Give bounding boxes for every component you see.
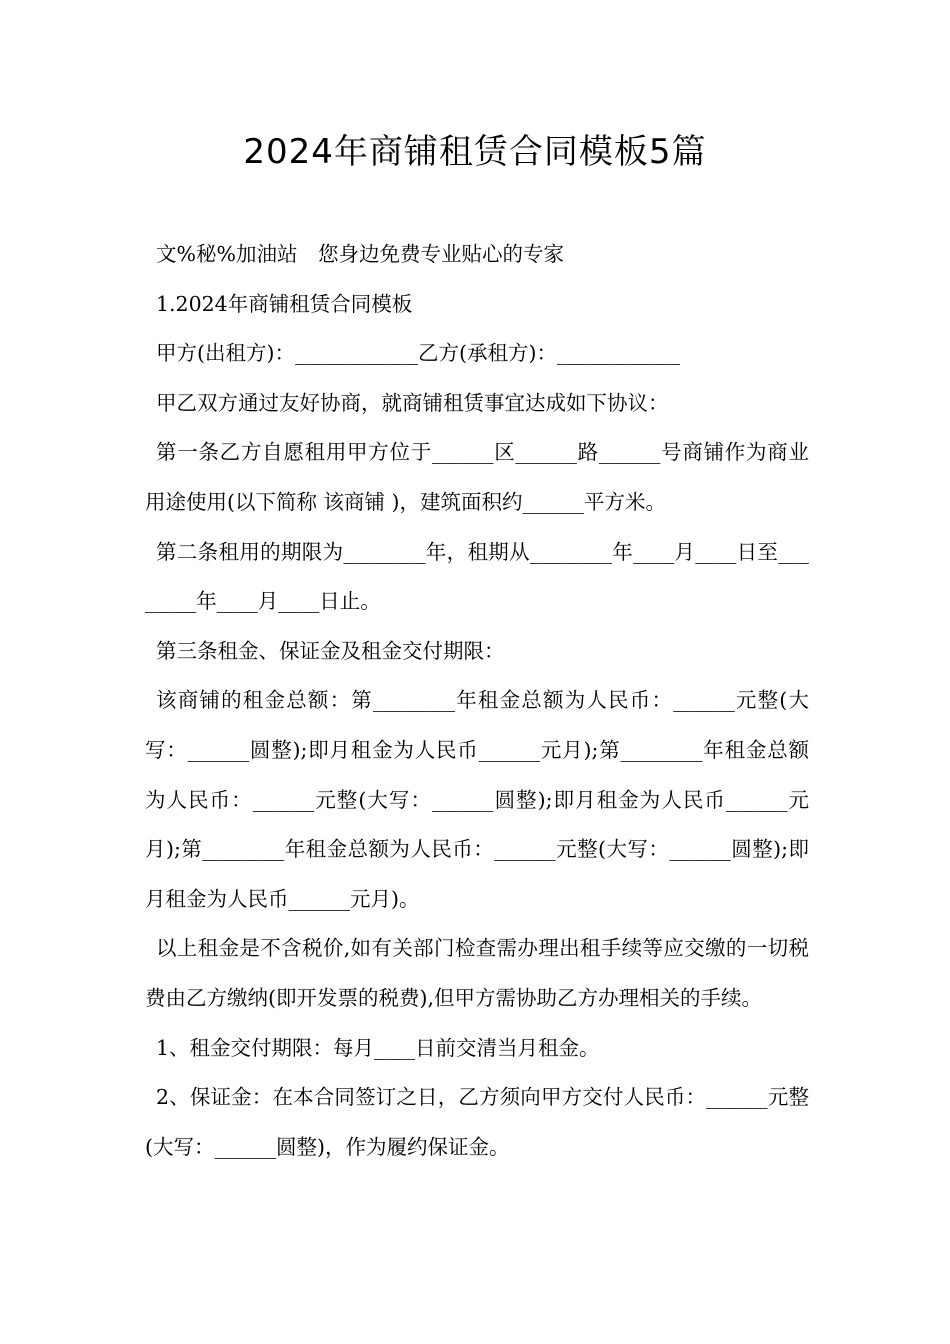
document-title: 2024年商铺租赁合同模板5篇 bbox=[243, 132, 707, 172]
tax-clause: 以上租金是不含税价,如有关部门检查需办理出租手续等应交缴的一切税费由乙方缴纳(即开发票的税费),但甲方需协助乙方办理相关的手续。 bbox=[145, 936, 809, 1010]
article-2: 第二条租用的期限为________年，租期从________年____月____日至________年____月____日止。 bbox=[145, 539, 809, 614]
agreement-intro: 甲乙双方通过友好协商，就商铺租赁事宜达成如下协议： bbox=[156, 390, 669, 415]
document-body bbox=[145, 230, 809, 1172]
rent-total-clause: 该商铺的租金总额：第________年租金总额为人民币：______元整(大写：______圆整);即月租金为人民币______元月);第________年租金总额为人民币：______元整(大写：______圆整);即月租金为人民币______元月);第________年租金总额为人民币：______元整(大写：______圆整);即月租金为人民币______元月)。 bbox=[145, 688, 809, 911]
header-slogan: 文%秘%加油站 您身边免费专业贴心的专家 bbox=[156, 242, 564, 266]
payment-deadline-clause: 1、租金交付期限：每月____日前交清当月租金。 bbox=[156, 1035, 600, 1060]
article-1: 第一条乙方自愿租用甲方位于______区______路______号商铺作为商业用途使用(以下简称 该商铺 )，建筑面积约______平方米。 bbox=[145, 440, 809, 514]
article-3-heading: 第三条租金、保证金及租金交付期限： bbox=[156, 638, 505, 663]
section-heading: 1.2024年商铺租赁合同模板 bbox=[156, 291, 413, 316]
parties-line: 甲方(出租方)：____________乙方(承租方)：____________ bbox=[156, 341, 680, 366]
deposit-clause: 2、保证金：在本合同签订之日，乙方须向甲方交付人民币：______元整(大写：______圆整)，作为履约保证金。 bbox=[145, 1085, 809, 1159]
